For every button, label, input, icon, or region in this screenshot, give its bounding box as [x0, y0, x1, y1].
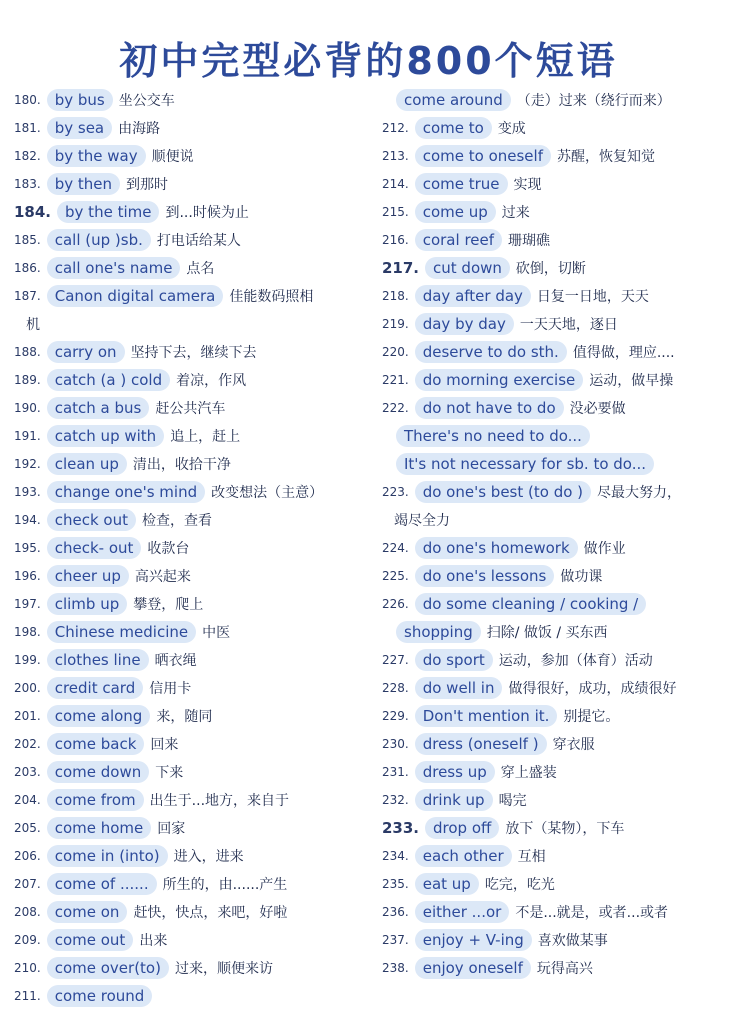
phrase-english: call (up )sb.	[47, 229, 151, 251]
phrase-row	[14, 898, 366, 926]
phrase-english: do morning exercise	[415, 369, 584, 391]
phrase-chinese: 下来	[155, 765, 184, 781]
phrase-english: dress (oneself )	[415, 733, 547, 755]
phrase-english: check- out	[47, 537, 142, 559]
phrase-chinese: 值得做，理应....	[572, 345, 675, 361]
phrase-english: drink up	[415, 789, 493, 811]
phrase-chinese: 日复一日地，天天	[536, 289, 649, 305]
phrase-english: do one's homework	[415, 537, 578, 559]
phrase-number: 230.	[382, 737, 409, 751]
phrase-row	[14, 534, 366, 562]
phrase-number: 210.	[14, 961, 41, 975]
phrase-english: come from	[47, 789, 144, 811]
phrase-english: come home	[47, 817, 152, 839]
phrase-chinese: 玩得高兴	[536, 961, 593, 977]
phrase-number: 184.	[14, 203, 52, 221]
phrase-row	[382, 814, 727, 842]
phrase-row	[382, 590, 727, 618]
phrase-chinese: 放下（某物），下车	[505, 821, 625, 837]
phrase-row	[382, 422, 727, 450]
phrase-english: do well in	[415, 677, 503, 699]
phrase-number: 220.	[382, 345, 409, 359]
phrase-english: clothes line	[47, 649, 149, 671]
phrase-row	[14, 310, 366, 338]
phrase-chinese: 互相	[517, 849, 546, 865]
phrase-chinese: 高兴起来	[134, 569, 191, 585]
phrase-number: 201.	[14, 709, 41, 723]
phrase-english: by sea	[47, 117, 112, 139]
phrase-english: eat up	[415, 873, 479, 895]
phrase-row	[14, 730, 366, 758]
phrase-english: cheer up	[47, 565, 129, 587]
phrase-english: It's not necessary for sb. to do...	[396, 453, 654, 475]
phrase-number: 182.	[14, 149, 41, 163]
phrase-chinese: 砍倒，切断	[515, 261, 586, 277]
phrase-number: 236.	[382, 905, 409, 919]
right-column	[382, 86, 727, 982]
phrase-english: either ...or	[415, 901, 510, 923]
phrase-chinese: 实现	[513, 177, 542, 193]
phrase-number: 180.	[14, 93, 41, 107]
phrase-english: do sport	[415, 649, 493, 671]
phrase-number: 237.	[382, 933, 409, 947]
phrase-row	[14, 982, 366, 1010]
phrase-english: come up	[415, 201, 496, 223]
phrase-english: each other	[415, 845, 512, 867]
phrase-row	[382, 926, 727, 954]
phrase-chinese: 运动，参加（体育）活动	[498, 653, 653, 669]
phrase-row	[382, 758, 727, 786]
phrase-row	[14, 142, 366, 170]
phrase-number: 223.	[382, 485, 409, 499]
phrase-row	[14, 450, 366, 478]
phrase-number: 194.	[14, 513, 41, 527]
phrase-number: 190.	[14, 401, 41, 415]
phrase-chinese: 着凉，作风	[176, 373, 247, 389]
phrase-english: catch a bus	[47, 397, 150, 419]
phrase-chinese: 出来	[139, 933, 168, 949]
phrase-number: 216.	[382, 233, 409, 247]
phrase-number: 213.	[382, 149, 409, 163]
phrase-number: 228.	[382, 681, 409, 695]
phrase-chinese: 苏醒，恢复知觉	[556, 149, 655, 165]
phrase-row	[14, 114, 366, 142]
phrase-english: do some cleaning / cooking /	[415, 593, 647, 615]
phrase-english: come around	[396, 89, 511, 111]
phrase-english: come round	[47, 985, 153, 1007]
phrase-row	[14, 786, 366, 814]
phrase-chinese: 晒衣绳	[154, 653, 197, 669]
phrase-chinese: 点名	[186, 261, 215, 277]
phrase-english: change one's mind	[47, 481, 205, 503]
phrase-english: check out	[47, 509, 136, 531]
phrase-chinese: 过来，顺便来访	[174, 961, 273, 977]
phrase-number: 234.	[382, 849, 409, 863]
phrase-english: do not have to do	[415, 397, 564, 419]
phrase-english: by bus	[47, 89, 113, 111]
phrase-row	[14, 394, 366, 422]
phrase-english: deserve to do sth.	[415, 341, 567, 363]
phrase-chinese: 所生的，由......产生	[162, 877, 288, 893]
phrase-number: 202.	[14, 737, 41, 751]
phrase-row	[14, 422, 366, 450]
phrase-english: catch (a ) cold	[47, 369, 170, 391]
phrase-row	[14, 954, 366, 982]
phrase-row	[14, 618, 366, 646]
phrase-chinese: 由海路	[118, 121, 161, 137]
phrase-row	[14, 814, 366, 842]
phrase-chinese: 改变想法（主意）	[211, 485, 324, 501]
phrase-number: 199.	[14, 653, 41, 667]
phrase-english: shopping	[396, 621, 481, 643]
phrase-english: There's no need to do...	[396, 425, 590, 447]
phrase-chinese: 回家	[157, 821, 186, 837]
phrase-number: 212.	[382, 121, 409, 135]
phrase-row	[14, 842, 366, 870]
phrase-number: 198.	[14, 625, 41, 639]
phrase-chinese: 机	[26, 317, 40, 333]
phrase-number: 203.	[14, 765, 41, 779]
phrase-chinese: 到...时候为止	[165, 205, 249, 221]
phrase-english: catch up with	[47, 425, 164, 447]
phrase-number: 183.	[14, 177, 41, 191]
phrase-english: credit card	[47, 677, 144, 699]
phrase-english: call one's name	[47, 257, 181, 279]
phrase-row	[14, 282, 366, 310]
phrase-english: enjoy + V-ing	[415, 929, 532, 951]
phrase-english: day after day	[415, 285, 531, 307]
phrase-english: come of ......	[47, 873, 157, 895]
phrase-row	[382, 730, 727, 758]
phrase-chinese: 过来	[501, 205, 530, 221]
phrase-chinese: 别提它。	[563, 709, 620, 725]
phrase-row	[382, 478, 727, 506]
phrase-row	[382, 562, 727, 590]
phrase-chinese: 做得很好，成功，成绩很好	[508, 681, 677, 697]
phrase-chinese: 一天天地，逐日	[519, 317, 618, 333]
phrase-chinese: 坚持下去，继续下去	[130, 345, 257, 361]
phrase-english: come back	[47, 733, 145, 755]
phrase-number: 229.	[382, 709, 409, 723]
phrase-chinese: 赶快，快点，来吧，好啦	[133, 905, 288, 921]
phrase-number: 224.	[382, 541, 409, 555]
phrase-row	[14, 478, 366, 506]
phrase-english: carry on	[47, 341, 125, 363]
phrase-number: 227.	[382, 653, 409, 667]
phrase-english: come down	[47, 761, 150, 783]
left-column	[14, 86, 366, 1010]
phrase-chinese: 收款台	[147, 541, 190, 557]
phrase-english: do one's best (to do )	[415, 481, 591, 503]
phrase-number: 185.	[14, 233, 41, 247]
phrase-english: come true	[415, 173, 508, 195]
phrase-english: do one's lessons	[415, 565, 555, 587]
phrase-english: by the way	[47, 145, 146, 167]
phrase-row	[382, 534, 727, 562]
phrase-number: 218.	[382, 289, 409, 303]
phrase-number: 226.	[382, 597, 409, 611]
phrase-chinese: 喜欢做某事	[537, 933, 608, 949]
phrase-number: 206.	[14, 849, 41, 863]
phrase-chinese: 出生于...地方，来自于	[149, 793, 290, 809]
phrase-number: 196.	[14, 569, 41, 583]
phrase-row	[382, 786, 727, 814]
phrase-number: 200.	[14, 681, 41, 695]
phrase-row	[14, 338, 366, 366]
phrase-english: cut down	[425, 257, 510, 279]
phrase-chinese: （走）过来（绕行而来）	[516, 93, 671, 109]
phrase-row	[382, 114, 727, 142]
phrase-chinese: 运动，做早操	[589, 373, 674, 389]
phrase-row	[382, 198, 727, 226]
phrase-row	[14, 226, 366, 254]
phrase-number: 187.	[14, 289, 41, 303]
phrase-number: 191.	[14, 429, 41, 443]
phrase-number: 208.	[14, 905, 41, 919]
phrase-number: 222.	[382, 401, 409, 415]
phrase-row	[382, 674, 727, 702]
phrase-row	[382, 282, 727, 310]
phrase-chinese: 清出，收拾干净	[132, 457, 231, 473]
phrase-number: 207.	[14, 877, 41, 891]
phrase-number: 189.	[14, 373, 41, 387]
phrase-number: 181.	[14, 121, 41, 135]
phrase-number: 217.	[382, 259, 420, 277]
phrase-chinese: 喝完	[498, 793, 527, 809]
phrase-number: 221.	[382, 373, 409, 387]
phrase-english: day by day	[415, 313, 514, 335]
phrase-row	[382, 170, 727, 198]
phrase-english: come on	[47, 901, 128, 923]
phrase-number: 231.	[382, 765, 409, 779]
phrase-chinese: 打电话给某人	[156, 233, 241, 249]
phrase-row	[14, 870, 366, 898]
phrase-row	[382, 394, 727, 422]
phrase-english: by the time	[57, 201, 159, 223]
phrase-number: 235.	[382, 877, 409, 891]
phrase-chinese: 竭尽全力	[394, 513, 450, 529]
phrase-row	[382, 310, 727, 338]
phrase-number: 186.	[14, 261, 41, 275]
phrase-english: Don't mention it.	[415, 705, 558, 727]
phrase-row	[382, 366, 727, 394]
phrase-english: Chinese medicine	[47, 621, 196, 643]
phrase-row	[382, 702, 727, 730]
phrase-chinese: 检查，查看	[141, 513, 212, 529]
phrase-number: 204.	[14, 793, 41, 807]
phrase-chinese: 进入，进来	[173, 849, 244, 865]
phrase-row	[382, 618, 727, 646]
phrase-english: come out	[47, 929, 134, 951]
phrase-row	[382, 86, 727, 114]
phrase-chinese: 佳能数码照相	[229, 289, 314, 305]
phrase-chinese: 珊瑚礁	[508, 233, 551, 249]
phrase-chinese: 做作业	[583, 541, 626, 557]
phrase-row	[14, 562, 366, 590]
phrase-row	[382, 254, 727, 282]
phrase-number: 225.	[382, 569, 409, 583]
phrase-number: 211.	[14, 989, 41, 1003]
page-title: 初中完型必背的800个短语	[119, 39, 618, 83]
phrase-row	[14, 590, 366, 618]
phrase-chinese: 中医	[202, 625, 231, 641]
phrase-row	[14, 170, 366, 198]
phrase-chinese: 尽最大努力，	[597, 485, 682, 501]
phrase-number: 232.	[382, 793, 409, 807]
phrase-chinese: 到那时	[126, 177, 169, 193]
phrase-number: 192.	[14, 457, 41, 471]
phrase-row	[14, 86, 366, 114]
phrase-chinese: 吃完，吃光	[484, 877, 555, 893]
phrase-chinese: 穿衣服	[552, 737, 595, 753]
phrase-number: 188.	[14, 345, 41, 359]
phrase-number: 209.	[14, 933, 41, 947]
phrase-row	[14, 646, 366, 674]
phrase-row	[14, 254, 366, 282]
phrase-row	[382, 842, 727, 870]
phrase-row	[14, 366, 366, 394]
phrase-number: 215.	[382, 205, 409, 219]
phrase-row	[382, 898, 727, 926]
phrase-number: 195.	[14, 541, 41, 555]
phrase-row	[382, 142, 727, 170]
phrase-chinese: 穿上盛装	[500, 765, 557, 781]
phrase-chinese: 赶公共汽车	[155, 401, 226, 417]
phrase-row	[382, 954, 727, 982]
phrase-number: 193.	[14, 485, 41, 499]
phrase-number: 233.	[382, 819, 420, 837]
phrase-english: clean up	[47, 453, 127, 475]
phrase-row	[14, 674, 366, 702]
phrase-chinese: 攀登，爬上	[133, 597, 204, 613]
phrase-english: come in (into)	[47, 845, 168, 867]
phrase-row	[382, 226, 727, 254]
phrase-chinese: 顺便说	[151, 149, 194, 165]
phrase-chinese: 回来	[150, 737, 179, 753]
phrase-chinese: 来，随同	[156, 709, 213, 725]
phrase-english: by then	[47, 173, 120, 195]
phrase-english: Canon digital camera	[47, 285, 224, 307]
phrase-number: 205.	[14, 821, 41, 835]
phrase-chinese: 不是...就是，或者...或者	[515, 905, 669, 921]
phrase-row	[382, 646, 727, 674]
phrase-row	[14, 926, 366, 954]
phrase-english: enjoy oneself	[415, 957, 531, 979]
phrase-row	[14, 198, 366, 226]
phrase-english: climb up	[47, 593, 128, 615]
phrase-chinese: 追上，赶上	[170, 429, 241, 445]
phrase-row	[14, 506, 366, 534]
phrase-english: dress up	[415, 761, 495, 783]
phrase-number: 219.	[382, 317, 409, 331]
phrase-row	[14, 702, 366, 730]
phrase-number: 214.	[382, 177, 409, 191]
phrase-english: come along	[47, 705, 151, 727]
phrase-row	[382, 506, 727, 534]
phrase-english: come over(to)	[47, 957, 169, 979]
phrase-english: drop off	[425, 817, 499, 839]
phrase-chinese: 信用卡	[149, 681, 192, 697]
phrase-number: 238.	[382, 961, 409, 975]
phrase-chinese: 扫除/ 做饭 / 买东西	[486, 625, 608, 641]
phrase-english: come to oneself	[415, 145, 551, 167]
phrase-english: coral reef	[415, 229, 502, 251]
phrase-chinese: 变成	[497, 121, 526, 137]
phrase-row	[382, 338, 727, 366]
phrase-row	[382, 870, 727, 898]
phrase-chinese: 做功课	[560, 569, 603, 585]
phrase-row	[382, 450, 727, 478]
phrase-number: 197.	[14, 597, 41, 611]
phrase-chinese: 没必要做	[569, 401, 626, 417]
phrase-row	[14, 758, 366, 786]
phrase-chinese: 坐公交车	[118, 93, 175, 109]
phrase-english: come to	[415, 117, 492, 139]
